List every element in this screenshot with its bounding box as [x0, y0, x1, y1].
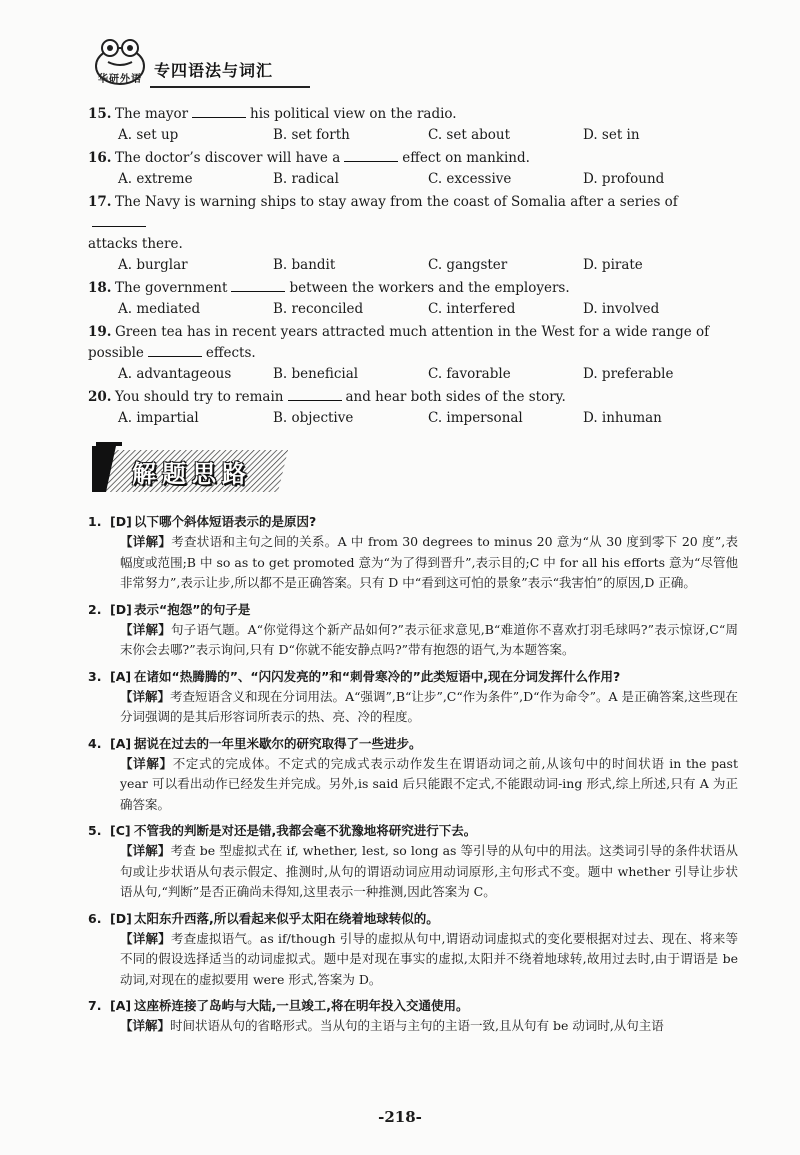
answer-list: [88, 512, 738, 1043]
options-row: [88, 408, 738, 429]
answer-item: [88, 600, 738, 661]
question-text: effect on mankind.: [402, 150, 530, 166]
question-text: between the workers and the employers.: [289, 280, 570, 296]
answer-blank: [192, 105, 246, 118]
option: A. impartial: [118, 410, 199, 426]
detail-tag: 【详解】: [120, 755, 173, 771]
question-number: 15.: [88, 106, 112, 122]
answer-explanation: 时间状语从句的省略形式。当从句的主语与主句的主语一致,且从句有 be 动词时,从句主语: [170, 1018, 664, 1033]
answer-number: 6.: [88, 910, 102, 926]
answer-item: [88, 512, 738, 594]
answer-item: [88, 996, 738, 1037]
detail-tag: 【详解】: [120, 930, 171, 946]
answer-item: [88, 734, 738, 816]
detail-tag: 【详解】: [120, 621, 172, 637]
answer-question: 在诸如“热腾腾的”、“闪闪发亮的”和“刺骨寒冷的”此类短语中,现在分词发挥什么作用?: [134, 668, 621, 684]
option: C. interfered: [428, 301, 516, 317]
answer-number: 1.: [88, 514, 102, 529]
question-text: The government: [115, 280, 228, 296]
question-item: [88, 278, 738, 320]
answer-item: [88, 821, 738, 903]
answer-key: [A]: [110, 735, 132, 751]
answer-key: [A]: [110, 668, 132, 684]
option: B. beneficial: [273, 366, 359, 382]
answer-blank: [344, 149, 398, 162]
question-text: and hear both sides of the story.: [345, 389, 566, 405]
answer-key: [D]: [110, 601, 132, 617]
page-header: [92, 36, 692, 96]
question-text-continued: possible: [88, 345, 144, 361]
question-number: 17.: [88, 194, 112, 210]
question-number: 20.: [88, 389, 112, 405]
options-row: [88, 364, 738, 385]
answer-explanation: 考查 be 型虚拟式在 if, whether, lest, so long as 等引导的从句中的用法。这类词引导的条件状语从句或让步状语从句表示假定、推测时,从句的谓语动词应用动词原形,主句形式不变。题中 whether 引导让步状语从句,“判断”是否正确尚未得知,这里表示一种推测,因此答案为 C。: [120, 843, 738, 899]
question-list: [88, 104, 738, 431]
option: A. mediated: [118, 301, 201, 317]
answer-question: 这座桥连接了岛屿与大陆,一旦竣工,将在明年投入交通使用。: [134, 998, 469, 1013]
answer-explanation: 不定式的完成体。不定式的完成式表示动作发生在谓语动词之前,从该句中的时间状语 in the past year 可以看出动作已经发生并完成。另外,is said 后只能跟不定式,不能跟动词-ing 形式,综上所述,只有 A 为正确答案。: [120, 755, 738, 812]
page-title: 专四语法与词汇: [154, 61, 274, 80]
answer-key: [D]: [110, 514, 132, 529]
answer-item: [88, 667, 738, 728]
question-item: [88, 148, 738, 190]
question-number: 16.: [88, 150, 112, 166]
detail-tag: 【详解】: [120, 843, 171, 858]
options-row: [88, 299, 738, 320]
question-text-continued: attacks there.: [88, 236, 183, 252]
answer-explanation: 考查短语含义和现在分词用法。A“强调”,B“让步”,C“作为条件”,D“作为命令”。A 是正确答案,这些现在分词强调的是其后形容词所表示的热、亮、冷的程度。: [120, 688, 738, 724]
answer-number: 4.: [88, 735, 102, 751]
question-number: 18.: [88, 280, 112, 296]
answer-question: 据说在过去的一年里米歇尔的研究取得了一些进步。: [134, 735, 422, 751]
answer-number: 2.: [88, 601, 102, 617]
question-item: [88, 192, 738, 276]
option: D. pirate: [583, 257, 643, 273]
answer-question: 表示“抱怨”的句子是: [134, 601, 251, 617]
section-title: 解题思路: [132, 460, 252, 488]
option: A. extreme: [118, 171, 193, 187]
option: D. profound: [583, 171, 665, 187]
option: C. impersonal: [428, 410, 523, 426]
option: B. radical: [273, 171, 339, 187]
option: D. set in: [583, 127, 640, 143]
answer-explanation: 考查虚拟语气。as if/though 引导的虚拟从句中,谓语动词虚拟式的变化要根据对过去、现在、将来等不同的假设选择适当的动词虚拟式。题中是对现在事实的虚拟,太阳并不绕着地球转,故用过去时,由于谓语是 be 动词,对现在的虚拟要用 were 形式,答案为 D。: [120, 930, 738, 987]
option: C. excessive: [428, 171, 512, 187]
section-banner: [92, 442, 292, 496]
answer-key: [D]: [110, 910, 132, 926]
detail-tag: 【详解】: [120, 688, 171, 704]
question-text: The mayor: [115, 106, 189, 122]
question-number: 19.: [88, 324, 112, 340]
detail-tag: 【详解】: [120, 1018, 171, 1033]
answer-blank: [148, 344, 202, 357]
answer-number: 3.: [88, 668, 102, 684]
question-text-continued: effects.: [205, 345, 256, 361]
answer-blank: [231, 279, 285, 292]
options-row: [88, 255, 738, 276]
answer-number: 7.: [88, 998, 102, 1013]
option: B. set forth: [273, 127, 350, 143]
question-text: You should try to remain: [115, 389, 284, 405]
option: A. advantageous: [118, 366, 232, 382]
option: B. objective: [273, 410, 354, 426]
answer-explanation: 考查状语和主句之间的关系。A 中 from 30 degrees to minus 20 意为“从 30 度到零下 20 度”,表幅度或范围;B 中 so as to get promoted 意为“为了得到晋升”,表示目的;C 中 for all his efforts 意为“尽管他非常努力”,表示让步,所以都不是正确答案。只有 D 中“看到这可怕的景象”表示“我害怕”的原因,D 正确。: [120, 534, 738, 590]
question-text: The Navy is warning ships to stay away from the coast of Somalia after a series of: [115, 194, 678, 210]
option: D. inhuman: [583, 410, 662, 426]
option: A. burglar: [118, 257, 188, 273]
option: D. preferable: [583, 366, 674, 382]
answer-number: 5.: [88, 823, 102, 838]
question-text: The doctor’s discover will have a: [115, 150, 341, 166]
answer-question: 不管我的判断是对还是错,我都会毫不犹豫地将研究进行下去。: [134, 823, 477, 838]
header-divider: [150, 86, 310, 88]
answer-blank: [92, 214, 146, 227]
answer-question: 以下哪个斜体短语表示的是原因?: [134, 514, 317, 529]
option: D. involved: [583, 301, 660, 317]
question-text: Green tea has in recent years attracted much attention in the West for a wide range of: [115, 324, 710, 340]
answer-item: [88, 909, 738, 991]
options-row: [88, 125, 738, 146]
answer-explanation: 句子语气题。A“你觉得这个新产品如何?”表示征求意见,B“难道你不喜欢打羽毛球吗?”表示惊讶,C“周末你会去哪?”表示询问,只有 D“你就不能安静点吗?”带有抱怨的语气,为本题答案。: [120, 621, 738, 657]
option: B. bandit: [273, 257, 336, 273]
option: B. reconciled: [273, 301, 364, 317]
detail-tag: 【详解】: [120, 534, 172, 549]
question-item: [88, 387, 738, 429]
option: C. gangster: [428, 257, 508, 273]
question-text: his political view on the radio.: [250, 106, 457, 122]
question-item: [88, 104, 738, 146]
answer-question: 太阳东升西落,所以看起来似乎太阳在绕着地球转似的。: [134, 910, 439, 926]
logo-text: 华研外语: [98, 74, 142, 85]
question-item: [88, 322, 738, 385]
option: C. favorable: [428, 366, 511, 382]
options-row: [88, 169, 738, 190]
answer-key: [A]: [110, 998, 132, 1013]
answer-key: [C]: [110, 823, 131, 838]
answer-blank: [288, 388, 342, 401]
option: A. set up: [118, 127, 179, 143]
option: C. set about: [428, 127, 511, 143]
page-number: -218-: [378, 1108, 422, 1126]
